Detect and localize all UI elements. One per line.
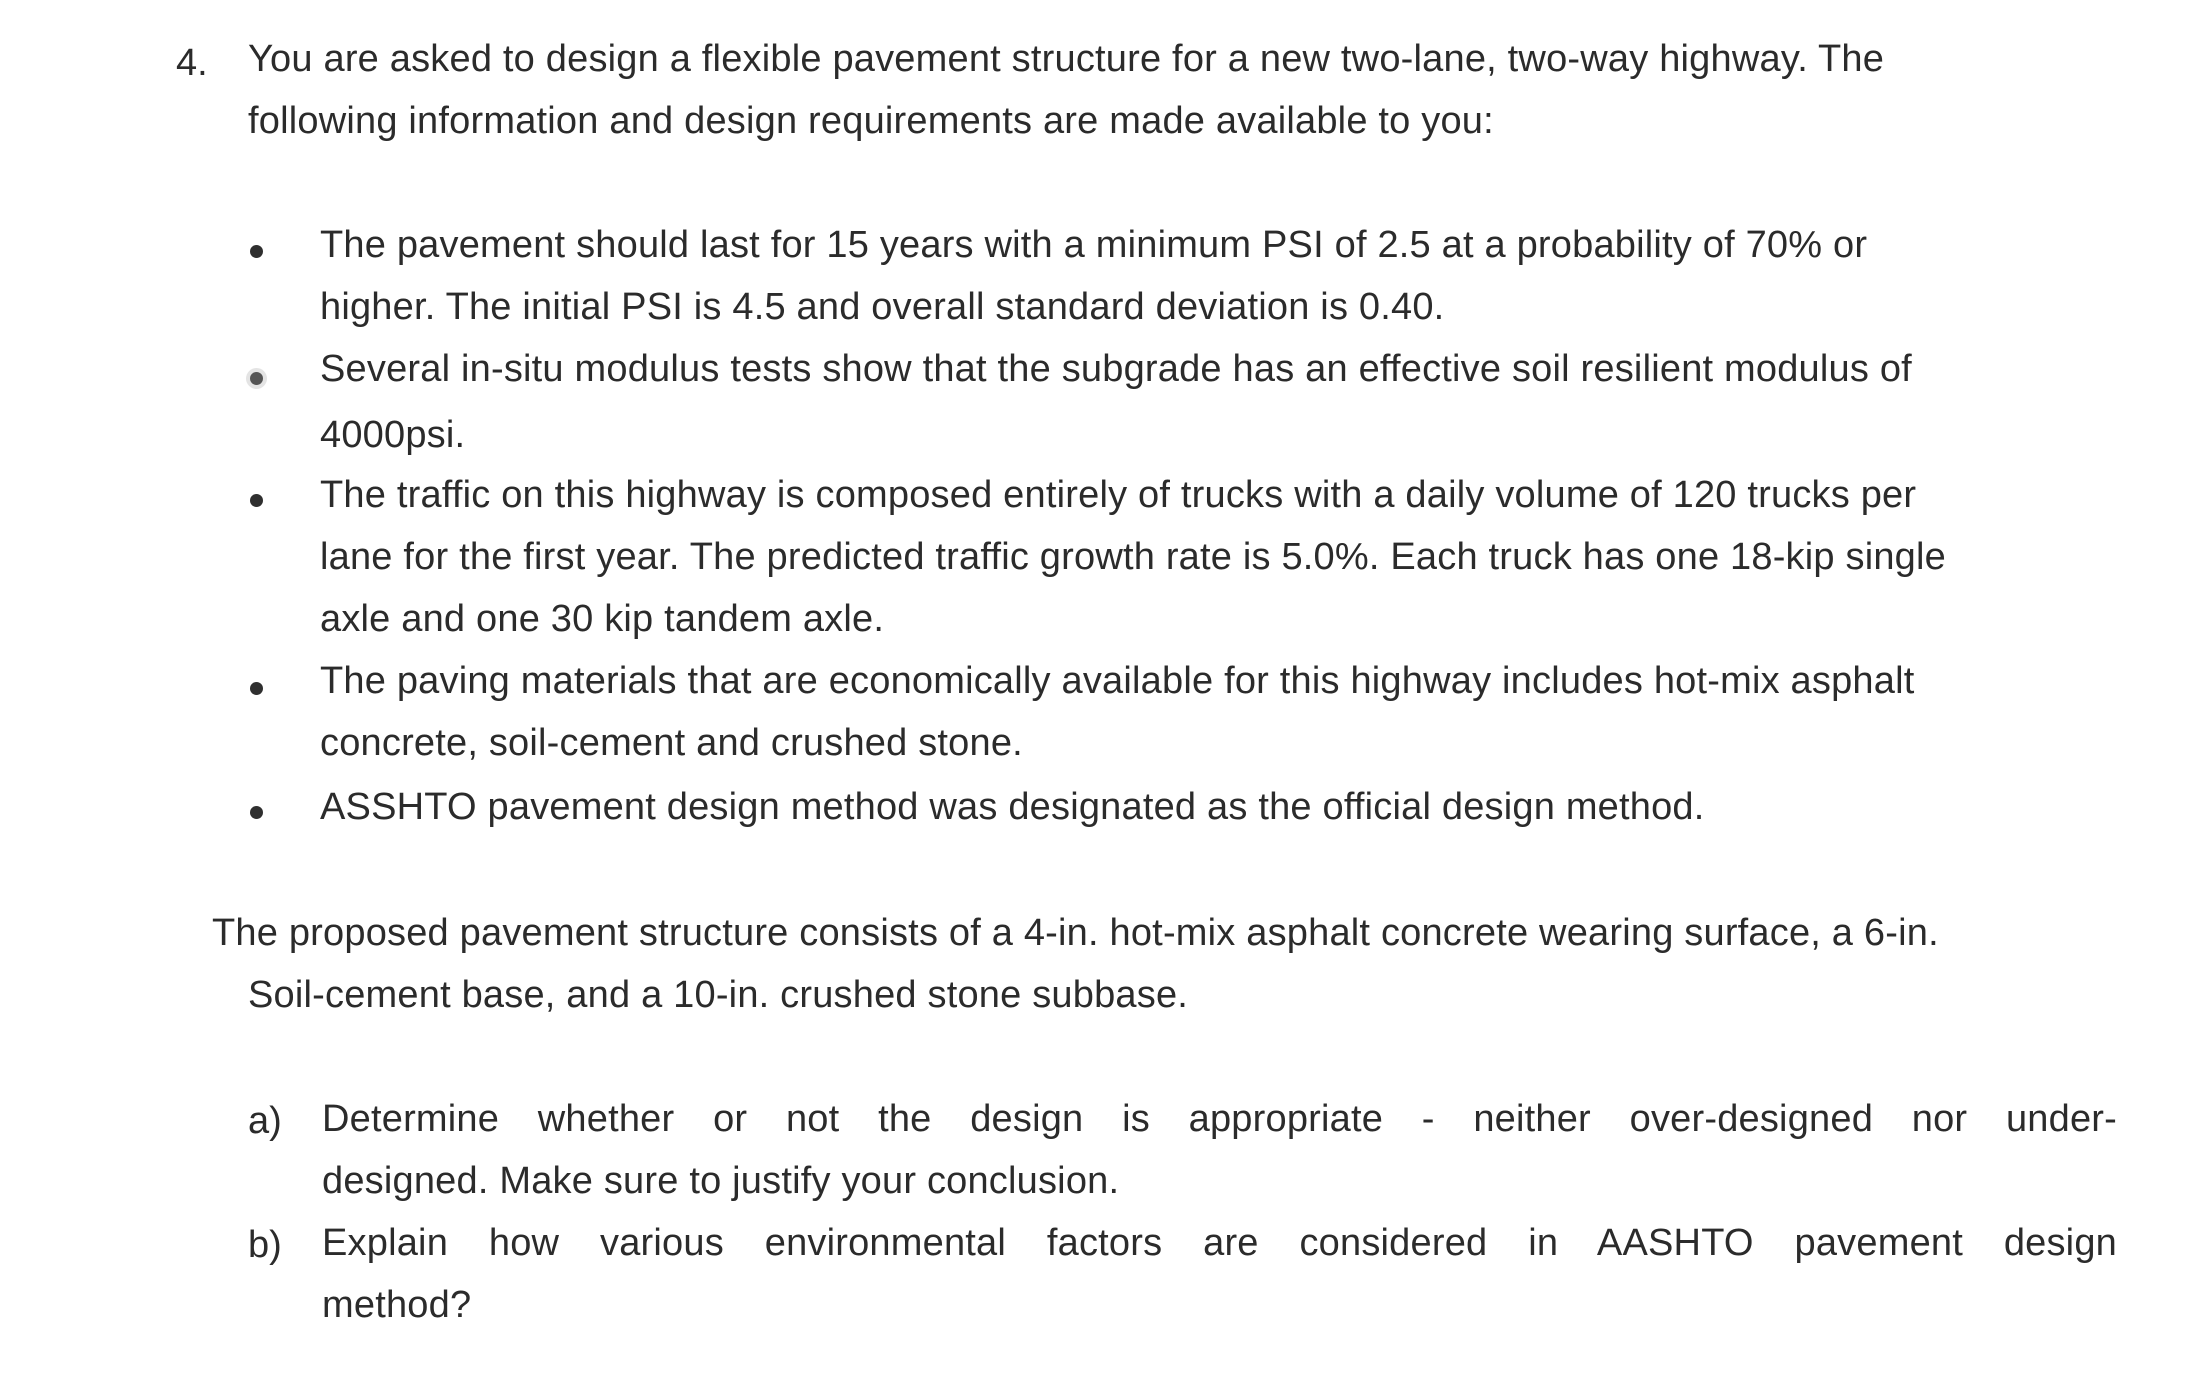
bullet-4-line-2: concrete, soil-cement and crushed stone. — [320, 722, 1023, 764]
proposal-line-1: The proposed pavement structure consists of a 4-in. hot-mix asphalt concrete wearing surface, a 6-in. — [212, 912, 1939, 954]
part-a-line-2: designed. Make sure to justify your conclusion. — [322, 1160, 1120, 1202]
bullet-3-line-1: The traffic on this highway is composed entirely of trucks with a daily volume of 120 trucks per — [320, 474, 1917, 516]
bullet-1-line-1: The pavement should last for 15 years with a minimum PSI of 2.5 at a probability of 70% or — [320, 224, 1868, 266]
part-b-line-2: method? — [322, 1284, 472, 1326]
bullet-dot-4 — [250, 682, 263, 695]
bullet-dot-2 — [250, 372, 263, 385]
bullet-3-line-2: lane for the first year. The predicted traffic growth rate is 5.0%. Each truck has one 18-kip single — [320, 536, 1946, 578]
bullet-dot-1 — [250, 245, 263, 258]
part-b-label: b) — [248, 1224, 282, 1266]
bullet-1-line-2: higher. The initial PSI is 4.5 and overall standard deviation is 0.40. — [320, 286, 1445, 328]
question-number: 4. — [176, 42, 208, 84]
bullet-dot-3 — [250, 494, 263, 507]
bullet-5-line-1: ASSHTO pavement design method was designated as the official design method. — [320, 786, 1705, 828]
bullet-2-line-2: 4000psi. — [320, 414, 466, 456]
part-a-label: a) — [248, 1100, 282, 1142]
bullet-4-line-1: The paving materials that are economically available for this highway includes hot-mix asphalt — [320, 660, 1915, 702]
question-intro-line-2: following information and design requirements are made available to you: — [248, 100, 1494, 142]
proposal-line-2: Soil-cement base, and a 10-in. crushed stone subbase. — [248, 974, 1189, 1016]
bullet-2-line-1: Several in-situ modulus tests show that the subgrade has an effective soil resilient modulus of — [320, 348, 1912, 390]
question-intro-line-1: You are asked to design a flexible pavement structure for a new two-lane, two-way highway. The — [248, 38, 1885, 80]
bullet-3-line-3: axle and one 30 kip tandem axle. — [320, 598, 885, 640]
part-b-line-1: Explain how various environmental factors are considered in AASHTO pavement design — [322, 1222, 2117, 1264]
bullet-dot-5 — [250, 806, 263, 819]
part-a-line-1: Determine whether or not the design is appropriate - neither over-designed nor under- — [322, 1098, 2117, 1140]
